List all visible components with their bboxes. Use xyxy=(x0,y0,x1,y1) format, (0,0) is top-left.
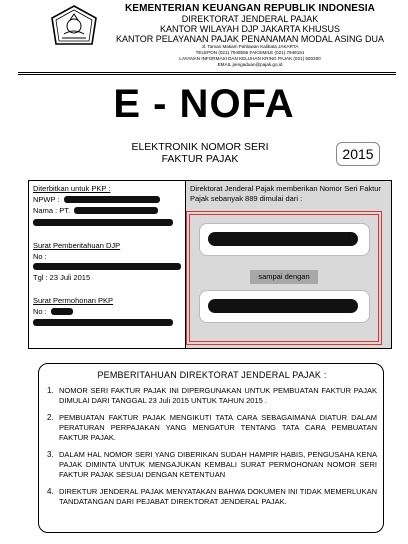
name-row xyxy=(33,206,181,215)
item-number: 3. xyxy=(47,450,54,459)
list-item xyxy=(47,386,377,406)
redacted-end-serial xyxy=(208,299,358,313)
item-number: 4. xyxy=(47,487,54,496)
redacted-name xyxy=(74,207,158,214)
service-line: LAYANAN INFORMASI DAN KELUHAN KRING PAJAK (021) 500200 xyxy=(179,56,321,61)
item-number: 1. xyxy=(47,386,54,395)
subtitle-line: ELEKTRONIK NOMOR SERI xyxy=(131,141,269,153)
npwp-label: NPWP : xyxy=(33,195,60,204)
item-text: NOMOR SERI FAKTUR PAJAK INI DIPERGUNAKAN UNTUK PEMBUATAN FAKTUR PAJAK DIMULAI DARI TANGGAL 23 Juli 2015 UNTUK TAHUN 2015 . xyxy=(59,386,377,405)
letterhead-text xyxy=(100,3,400,68)
year-badge: 2015 xyxy=(336,142,380,166)
djp-letter-no-value-row xyxy=(33,263,181,270)
document-subtitle xyxy=(100,141,300,165)
office-email: EMAIL pengaduan@pajak.go.id xyxy=(217,62,283,67)
grant-info: Direktorat Jenderal Pajak memberikan Nomor Seri Faktur Pajak sebanyak 889 dimulai dari : xyxy=(190,184,381,203)
directorate-name: DIREKTORAT JENDERAL PAJAK xyxy=(181,14,319,24)
header-rule xyxy=(18,72,396,73)
item-number: 2. xyxy=(47,413,54,422)
ministry-emblem-icon xyxy=(50,4,98,50)
djp-letter-no-row xyxy=(33,252,181,261)
request-letter-no-value-row xyxy=(33,319,181,326)
regional-office-name: KANTOR WILAYAH DJP JAKARTA KHUSUS xyxy=(159,24,341,34)
taxpayer-details xyxy=(29,181,185,348)
item-text: DIREKTUR JENDERAL PAJAK MENYATAKAN BAHWA DOKUMEN INI TIDAK MEMERLUKAN TANDATANGAN DARI PEJABAT DIREKTORAT JENDERAL PAJAK. xyxy=(59,487,377,506)
page-title: E - NOFA xyxy=(113,82,295,126)
office-address: Jl. Taman Makam Pahlawan Kalibata JAKARTA xyxy=(201,44,299,49)
list-item xyxy=(47,413,377,443)
subtitle-line: FAKTUR PAJAK xyxy=(161,153,239,165)
djp-letter-date: Tgl : 23 Juli 2015 xyxy=(33,273,91,282)
redacted-request-number xyxy=(33,319,173,326)
redacted-request-number xyxy=(51,308,73,315)
notice-box xyxy=(38,363,384,533)
djp-letter-no-label: No : xyxy=(33,252,47,261)
npwp-row xyxy=(33,195,181,204)
issued-to-label: Diterbitkan untuk PKP : xyxy=(33,184,111,193)
notice-list xyxy=(47,386,377,514)
item-text: DALAM HAL NOMOR SERI YANG DIBERIKAN SUDAH HAMPIR HABIS, PENGUSAHA KENA PAJAK DIMINTA UNTUK MENGAJUKAN KEMBALI SURAT PERMOHONAN NOMOR SERI FAKTUR PAJAK SESUAI DENGAN KETENTUAN xyxy=(59,450,377,479)
start-serial-field xyxy=(199,223,370,256)
redacted-start-serial xyxy=(208,232,358,246)
range-separator: sampai dengan xyxy=(250,270,318,284)
request-letter-label: Surat Permohonan PKP xyxy=(33,296,114,305)
list-item xyxy=(47,487,377,507)
letterhead xyxy=(0,0,408,80)
office-phone: TELEPON (021) 7948556 FAKSIMILE (021) 7948191 xyxy=(195,50,305,55)
redacted-name xyxy=(33,219,173,226)
redacted-letter-number xyxy=(33,263,181,270)
list-item xyxy=(47,450,377,480)
tax-office-name: KANTOR PELAYANAN PAJAK PENANAMAN MODAL ASING DUA xyxy=(115,34,385,44)
ministry-name: KEMENTERIAN KEUANGAN REPUBLIK INDONESIA xyxy=(124,3,376,14)
notice-title: PEMBERITAHUAN DIREKTORAT JENDERAL PAJAK : xyxy=(97,370,327,380)
name-label: Nama : PT. xyxy=(33,206,71,215)
header-rule xyxy=(18,74,396,75)
name-row-2 xyxy=(33,219,181,226)
item-text: PEMBUATAN FAKTUR PAJAK MENGIKUTI TATA CARA SEBAGAIMANA DIATUR DALAM PERATURAN PERPAJAKAN YANG MENGATUR TENTANG TATA CARA PEMBUATAN FAKTUR PAJAK. xyxy=(59,413,377,442)
end-serial-field xyxy=(199,290,370,323)
djp-letter-label: Surat Pemberitahuan DJP xyxy=(33,241,121,250)
request-letter-no-label: No : xyxy=(33,307,47,316)
redacted-npwp xyxy=(64,196,160,203)
request-letter-no-row xyxy=(33,307,181,316)
